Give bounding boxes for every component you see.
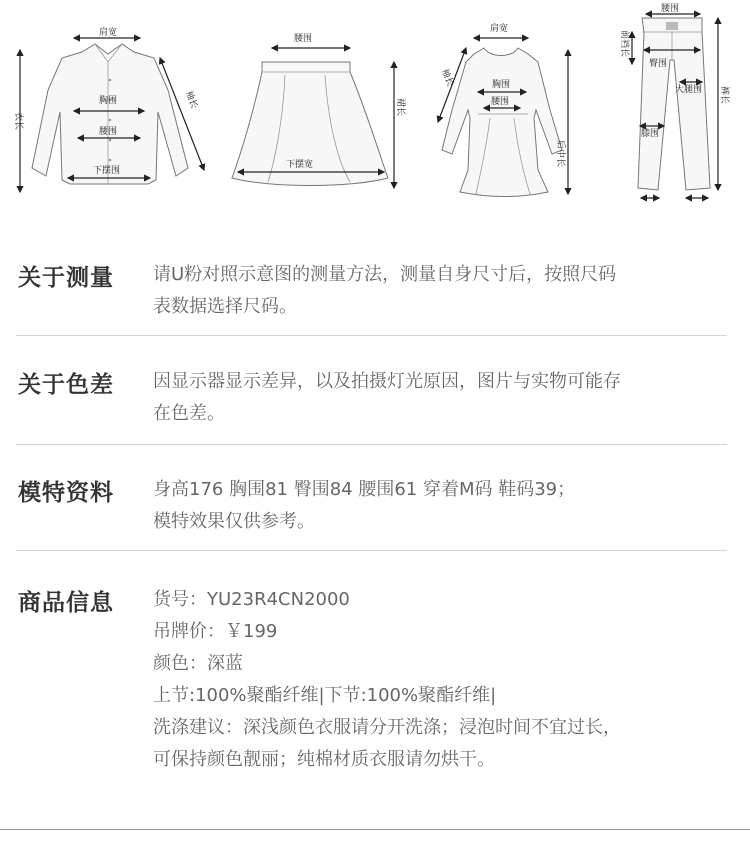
text-line: 请U粉对照示意图的测量方法，测量自身尺寸后，按照尺码 <box>153 264 617 285</box>
section-title: 关于测量 <box>18 265 114 291</box>
section-title: 模特资料 <box>18 480 114 506</box>
text-line: 在色差。 <box>153 403 225 424</box>
section-body <box>153 259 733 323</box>
dress-sleeve-label: 袖长 <box>439 67 455 88</box>
pants-knee-label: 膝围 <box>641 129 660 139</box>
bottom-divider <box>0 829 750 830</box>
shirt-diagram <box>13 26 204 192</box>
section-title: 商品信息 <box>18 590 114 616</box>
section-title: 关于色差 <box>18 372 114 398</box>
shirt-waist-label: 腰围 <box>99 127 118 137</box>
skirt-diagram <box>232 33 406 188</box>
shirt-hem-label: 下摆围 <box>93 166 121 176</box>
text-line: 模特效果仅供参考。 <box>153 511 315 532</box>
text-line: 身高176 胸围81 臀围84 腰围61 穿着M码 鞋码39； <box>153 479 576 500</box>
pants-thigh-label: 大腿围 <box>675 85 703 95</box>
dress-length-label: 后中长 <box>555 140 565 168</box>
pants-front-rise-label: 前裆长 <box>619 30 629 58</box>
shirt-shoulder-label: 肩宽 <box>99 28 118 38</box>
section-body <box>153 366 733 430</box>
divider <box>16 444 727 445</box>
pants-waist-label: 腰围 <box>661 4 680 14</box>
measurement-diagrams <box>0 0 750 210</box>
shirt-sleeve-label: 袖长 <box>183 89 199 110</box>
text-line: 表数据选择尺码。 <box>153 296 297 317</box>
dress-shoulder-label: 肩宽 <box>490 24 509 34</box>
pants-diagram <box>619 3 731 198</box>
dress-diagram <box>438 22 568 197</box>
dress-waist-label: 腰围 <box>491 97 510 107</box>
text-line: 因显示器显示差异，以及拍摄灯光原因，图片与实物可能存 <box>153 371 621 392</box>
product-color: 颜色：深蓝 <box>153 653 243 674</box>
section-body <box>153 474 733 538</box>
product-care: 可保持颜色靓丽；纯棉材质衣服请勿烘干。 <box>153 749 495 770</box>
pants-hip-label: 臀围 <box>649 59 668 69</box>
section-body <box>153 584 733 776</box>
shirt-bust-label: 胸围 <box>99 96 118 106</box>
divider <box>16 335 727 336</box>
product-tag-price: 吊牌价：￥199 <box>153 621 278 642</box>
skirt-waist-label: 腰围 <box>294 34 313 44</box>
skirt-length-label: 裙长 <box>395 98 405 117</box>
divider <box>16 550 727 551</box>
product-care: 洗涤建议：深浅颜色衣服请分开洗涤；浸泡时间不宜过长， <box>153 717 621 738</box>
dress-bust-label: 胸围 <box>492 80 511 90</box>
product-sku: 货号：YU23R4CN2000 <box>153 589 350 610</box>
shirt-length-label: 衣长 <box>13 112 23 131</box>
skirt-hem-label: 下摆宽 <box>286 160 314 170</box>
pants-length-label: 裤长 <box>719 86 729 105</box>
product-material: 上节:100%聚酯纤维|下节:100%聚酯纤维| <box>153 685 497 706</box>
